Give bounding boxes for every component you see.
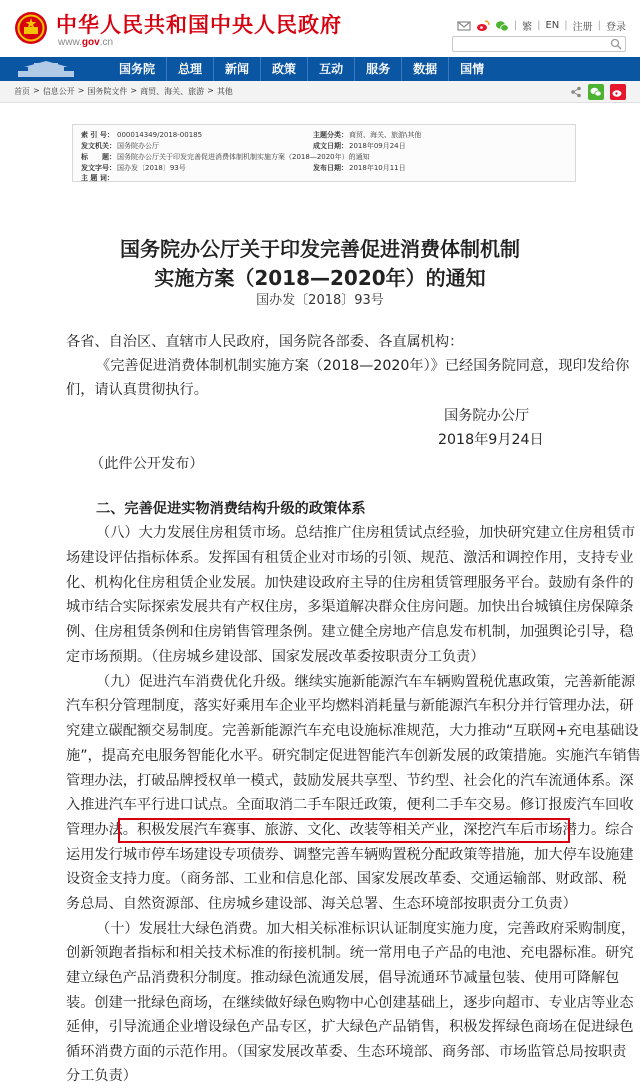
weibo-share-icon[interactable] [610,84,626,100]
meta-value: 商贸、海关、旅游\其他 [349,131,422,139]
share-bar [570,84,626,100]
meta-key: 标 题： [81,153,116,161]
meta-value: 国务院办公厅 [117,142,159,150]
site-title[interactable]: 中华人民共和国中央人民政府 [56,13,342,37]
paragraph-line: 例、住房租赁条例和住房销售管理条例。建立健全房地产信息发布机制，加强舆论引导，稳 [66,624,634,640]
site-header [0,0,640,56]
breadcrumb [14,86,233,97]
nav-item-news[interactable]: 新闻 [213,57,260,81]
paragraph-line: （九）促进汽车消费优化升级。继续实施新能源汽车车辆购置税优惠政策，完善新能源 [96,674,636,690]
breadcrumb-separator: > [207,86,214,95]
meta-publish-date [313,163,406,173]
meta-value: 2018年10月11日 [349,164,406,172]
meta-key: 索 引 号： [81,131,114,139]
share-icon[interactable] [570,86,582,98]
nav-item-state-council[interactable]: 国务院 [119,62,156,76]
tiananmen-skyline-icon [14,59,78,79]
site-url-suffix: .cn [99,37,114,48]
signer: 国务院办公厅 [444,408,530,424]
lang-english-link[interactable]: EN [545,20,560,31]
paragraph-line: 设资金支持力度。（商务部、工业和信息化部、国家发展改革委、交通运输部、财政部、税 [66,871,627,887]
breadcrumb-other[interactable]: 其他 [216,87,233,96]
meta-value: 000014349/2018-00185 [117,131,203,139]
wechat-icon[interactable] [495,19,509,33]
nav-item-data[interactable]: 数据 [401,57,448,81]
paragraph-line: 装。创建一批绿色商场，在继续做好绿色购物中心创建基础上，逐步向超市、专业店等业态 [66,995,634,1011]
separator: | [537,20,541,31]
paragraph-line: 汽车积分管理制度，落实好乘用车企业平均燃料消耗量与新能源汽车积分并行管理办法，研 [66,698,634,714]
paragraph-line: （十）发展壮大绿色消费。加大相关标准标识认证制度实施力度，完善政府采购制度， [96,921,636,937]
public-note: （此件公开发布） [90,456,204,472]
paragraph-line: （八）大力发展住房租赁市场。总结推广住房租赁试点经验，加快研究建立住房租赁市 [96,525,636,541]
intro-line: 们，请认真贯彻执行。 [66,382,208,398]
paragraph-line: 建立绿色产品消费积分制度。推动绿色流通发展，倡导流通环节减量包装、使用可降解包 [66,970,620,986]
meta-key: 主 题 词： [81,174,114,182]
paragraph-line: 运用发行城市停车场建设专项债券、调整完善车辆购置税分配政策等措施，加大停车设施建 [66,847,634,863]
register-link[interactable]: 注册 [572,22,593,33]
breadcrumb-info-disclosure[interactable]: 信息公开 [42,87,75,96]
meta-topic [313,130,421,140]
top-links [457,18,626,33]
document-metadata [72,124,576,182]
meta-value: 2018年09月24日 [349,142,406,150]
meta-date [313,141,406,151]
site-url-brand: gov [81,37,100,48]
lang-traditional-link[interactable]: 繁 [522,22,533,33]
paragraph-line: 城市结合实际探索发展共有产权住房，多渠道解决群众住房问题。加快出台城镇住房保障条 [66,599,634,615]
document-title-line1: 国务院办公厅关于印发完善促进消费体制机制 [120,237,520,261]
breadcrumb-home[interactable]: 首页 [14,87,30,96]
message-icon[interactable] [457,19,471,33]
paragraph-line: 场建设评估指标体系。发挥国有租赁企业对市场的引领、规范、激活和调控作用，支持专业 [66,550,634,566]
intro-line: 《完善促进消费体制机制实施方案（2018—2020年）》已经国务院同意，现印发给你 [96,358,630,374]
meta-key: 发布日期： [313,164,348,172]
nav-items [108,57,495,81]
site-url[interactable] [58,37,113,48]
nav-item-policy[interactable]: 政策 [260,57,307,81]
breadcrumb-separator: > [130,86,138,95]
breadcrumb-commerce[interactable]: 商贸、海关、旅游 [140,87,205,96]
meta-key: 发文机关： [81,142,116,150]
search-icon[interactable] [610,38,622,50]
section-heading: 二、完善促进实物消费结构升级的政策体系 [96,501,366,517]
meta-value: 国务院办公厅关于印发完善促进消费体制机制实施方案（2018—2020年）的通知 [117,153,370,161]
meta-key: 发文字号： [81,164,116,172]
separator: | [564,20,568,31]
paragraph-line: 化、机构化住房租赁企业发展。加快建设政府主导的住房租赁管理服务平台。鼓励有条件的 [66,575,634,591]
meta-subject [81,173,117,183]
breadcrumb-bar [0,81,640,103]
main-nav [0,57,640,81]
paragraph-line: 管理办法。积极发展汽车赛事、旅游、文化、改装等相关产业，深挖汽车后市场潜力。综合 [66,822,634,838]
meta-doc-number [81,163,186,173]
paragraph-line: 循环消费方面的示范作用。（国家发展改革委、生态环境部、商务部、市场监管总局按职责 [66,1044,627,1060]
paragraph-line: 究建立碳配额交易制度。完善新能源汽车充电设施标准规范，大力推动“互联网+充电基础设 [66,723,639,739]
wechat-share-icon[interactable] [588,84,604,100]
meta-index [81,130,202,140]
breadcrumb-state-council-docs[interactable]: 国务院文件 [87,87,128,96]
sign-date: 2018年9月24日 [438,432,544,448]
paragraph-line: 务总局、自然资源部、住房城乡建设部、海关总署、生态环境部按职责分工负责） [66,896,577,912]
paragraph-line: 入推进汽车平行进口试点。全面取消二手车限迁政策，便利二手车交易。修订报废汽车回收 [66,797,634,813]
paragraph-line: 定市场预期。（住房城乡建设部、国家发展改革委按职责分工负责） [66,649,485,665]
paragraph-line: 创新领跑者指标和相关技术标准的衔接机制。统一常用电子产品的电池、充电器标准。研究 [66,945,634,961]
meta-value: 国办发〔2018〕93号 [117,164,186,172]
document-number: 国办发〔2018〕93号 [256,293,384,308]
nav-item-national-info[interactable]: 国情 [448,57,495,81]
login-link[interactable]: 登录 [606,22,626,33]
nav-item-interaction[interactable]: 互动 [307,57,354,81]
site-url-prefix: www. [58,37,82,48]
highlight-box [118,818,570,843]
meta-title [81,152,370,162]
meta-key: 主题分类： [313,131,348,139]
recipients: 各省、自治区、直辖市人民政府，国务院各部委、各直属机构： [66,334,464,350]
paragraph-line: 分工负责） [66,1068,137,1084]
meta-key: 成文日期： [313,142,348,150]
weibo-icon[interactable] [476,19,490,33]
meta-issuer [81,141,159,151]
nav-item-services[interactable]: 服务 [354,57,401,81]
paragraph-line: 施”，提高充电服务智能化水平。研究制定促进智能汽车创新发展的政策措施。实施汽车销售 [66,748,641,764]
search-input[interactable] [452,36,626,52]
breadcrumb-separator: > [77,86,85,95]
separator: | [597,20,601,31]
separator: | [513,20,518,31]
national-emblem-icon[interactable] [14,11,48,45]
breadcrumb-separator: > [33,86,40,95]
nav-item-premier[interactable]: 总理 [166,57,213,81]
paragraph-line: 管理办法，打破品牌授权单一模式，鼓励发展共享型、节约型、社会化的汽车流通体系。深 [66,773,634,789]
document-title-line2: 实施方案（2018—2020年）的通知 [154,266,486,290]
paragraph-line: 延伸，引导流通企业增设绿色产品专区，扩大绿色产品销售，积极发挥绿色商场在促进绿色 [66,1019,634,1035]
